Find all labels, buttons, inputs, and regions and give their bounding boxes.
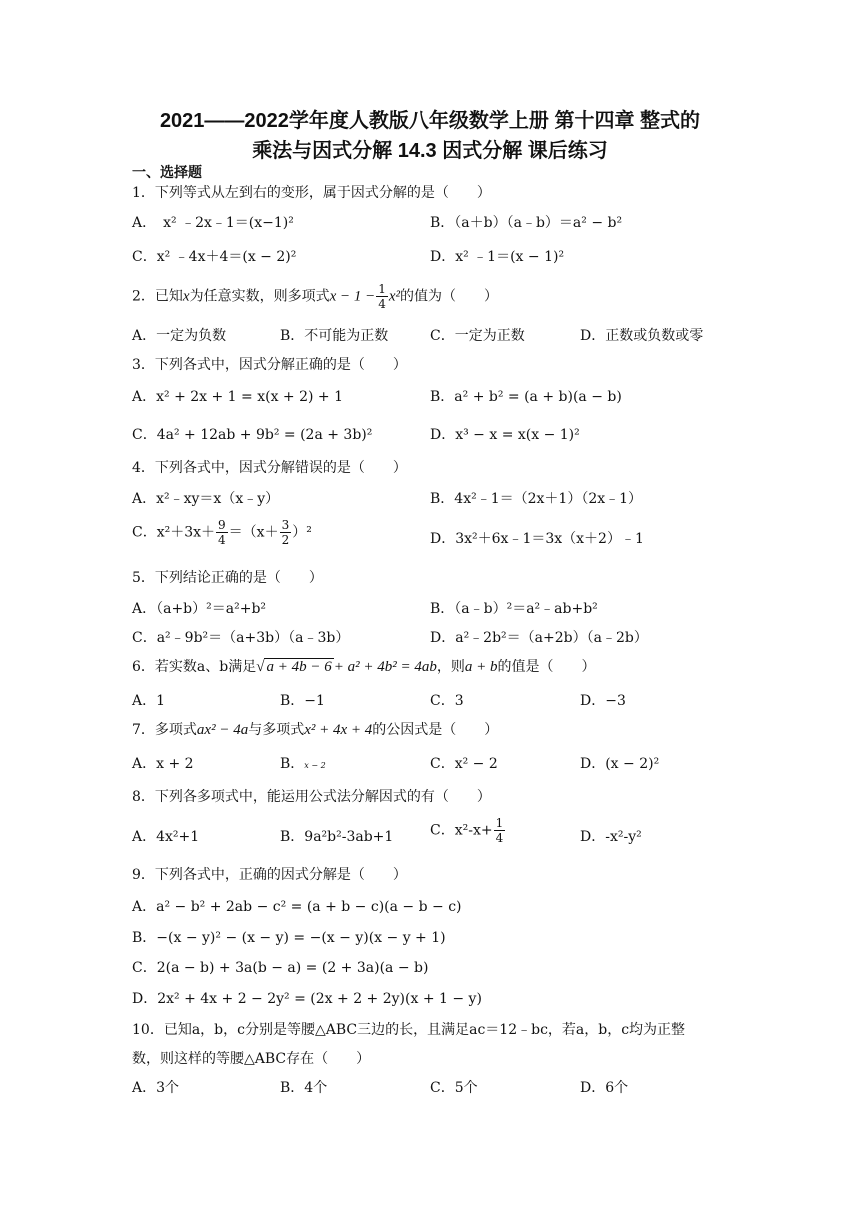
- section-heading: 一、选择题: [132, 164, 202, 180]
- q4-c-frac2-num: 3: [281, 518, 290, 532]
- q5-option-a: A．（a+b）²＝a²+b²: [132, 601, 267, 617]
- q8-c-frac-num: 1: [495, 816, 504, 830]
- q4-option-a: A．x²﹣xy＝x（x﹣y）: [132, 491, 280, 507]
- q5-stem: 5．下列结论正确的是（ ）: [132, 570, 323, 586]
- q5-option-b: B．（a﹣b）²＝a²﹣ab+b²: [430, 601, 598, 617]
- q2-option-a: A．一定为负数: [132, 328, 227, 344]
- q4-c-frac1-den: 4: [218, 533, 226, 547]
- q10-stem-line1: 10．已知a，b，c分别是等腰△ABC三边的长，且满足ac＝12﹣bc，若a，b，c均为正整: [132, 1022, 686, 1038]
- q9-option-b: B．−(x − y)² − (x − y) = −(x − y)(x − y + 1): [132, 930, 446, 946]
- q2-stem-d: 的值为（ ）: [400, 288, 499, 305]
- q7-option-b: [280, 753, 326, 773]
- q1-option-d: D．x² ﹣1＝(x − 1)²: [430, 249, 565, 265]
- q3-option-b: B．a² + b² = (a + b)(a − b): [430, 389, 622, 405]
- q4-option-b: B．4x²﹣1＝（2x＋1）（2x﹣1）: [430, 491, 643, 507]
- q9-option-d: D．2x² + 4x + 2 − 2y² = (2x + 2 + 2y)(x + 1 − y): [132, 991, 482, 1007]
- q8-c-a: C．x²-x+: [430, 822, 493, 839]
- q6-stem-e: 的值是（ ）: [497, 659, 596, 675]
- q8-stem: 8．下列各多项式中，能运用公式法分解因式的有（ ）: [132, 789, 491, 805]
- q3-option-d: D．x³ − x = x(x − 1)²: [430, 427, 580, 443]
- q2-fraction: [376, 282, 388, 311]
- q7-stem: [132, 719, 498, 739]
- q8-option-d: D．-x²-y²: [580, 829, 642, 845]
- q3-option-a: A．x² + 2x + 1 = x(x + 2) + 1: [132, 389, 344, 405]
- q1-option-b: B．（a＋b）（a﹣b）＝a² − b²: [430, 215, 623, 231]
- q7-stem-a: 7．多项式: [132, 722, 197, 738]
- q4-stem: 4．下列各式中，因式分解错误的是（ ）: [132, 460, 407, 476]
- q6-sqrt-sign: √: [256, 659, 265, 675]
- q7-option-b-label: B．: [280, 756, 305, 772]
- q8-c-frac-den: 4: [495, 831, 504, 845]
- q10-stem-line2: 数，则这样的等腰△ABC存在（ ）: [132, 1051, 371, 1067]
- q1-option-a: A． x² ﹣2x﹣1＝(x−1)²: [132, 215, 294, 231]
- q7-stem-e: 的公因式是（ ）: [372, 722, 499, 738]
- q4-c-frac2: [280, 518, 292, 547]
- q4-option-c: [132, 518, 312, 547]
- q2-var: x: [182, 288, 190, 305]
- q1-stem: 1．下列等式从左到右的变形，属于因式分解的是（ ）: [132, 185, 491, 201]
- q8-option-b: B．9a²b²-3ab+1: [280, 829, 394, 845]
- q3-option-c: C．4a² + 12ab + 9b² = (2a + 3b)²: [132, 427, 373, 443]
- q6-stem-a: 6．若实数a、b满足: [132, 659, 257, 675]
- q6-option-c: C．3: [430, 693, 464, 709]
- q2-stem-a: 2．已知: [132, 288, 183, 305]
- q4-c-frac1-num: 9: [218, 518, 226, 532]
- q5-option-c: C．a²﹣9b²＝（a+3b）（a﹣3b）: [132, 630, 350, 646]
- q2-option-b: B．不可能为正数: [280, 328, 389, 344]
- q6-stem: [132, 656, 595, 676]
- q4-c-frac2-den: 2: [281, 533, 290, 547]
- q6-option-a: A．1: [132, 693, 166, 709]
- q4-c-c: ）²: [292, 524, 312, 541]
- q1-option-c: C．x² ﹣4x＋4＝(x − 2)²: [132, 249, 297, 265]
- q6-stem-c: ，则: [436, 659, 465, 675]
- q4-c-b: ＝（x＋: [228, 524, 279, 541]
- q7-stem-b: ax² − 4a: [196, 722, 249, 738]
- q4-c-a: C．x²＋3x＋: [132, 524, 216, 541]
- q6-option-d: D．−3: [580, 693, 626, 709]
- q7-option-b-expr: x − 2: [304, 761, 326, 770]
- q9-stem: 9．下列各式中，正确的因式分解是（ ）: [132, 867, 407, 883]
- q2-frac-den: 4: [378, 297, 386, 311]
- q2-expr-a: x − 1 −: [329, 288, 376, 305]
- q4-option-d: D．3x²＋6x﹣1＝3x（x＋2）﹣1: [430, 531, 644, 547]
- q7-stem-d: x² + 4x + 4: [304, 722, 373, 738]
- q6-option-b: B．−1: [280, 693, 325, 709]
- q6-stem-b: + a² + 4b² = 4ab: [333, 659, 437, 675]
- q8-option-a: A．4x²+1: [132, 829, 200, 845]
- q10-option-c: C．5个: [430, 1080, 478, 1096]
- q2-option-c: C．一定为正数: [430, 328, 525, 344]
- q10-option-b: B．4个: [280, 1080, 328, 1096]
- q2-frac-num: 1: [378, 282, 386, 296]
- page-title-line2: 乘法与因式分解 14.3 因式分解 课后练习: [252, 140, 608, 162]
- q10-option-a: A．3个: [132, 1080, 180, 1096]
- q7-stem-c: 与多项式: [248, 722, 305, 738]
- page-title-line1: 2021——2022学年度人教版八年级数学上册 第十四章 整式的: [159, 110, 701, 132]
- q3-stem: 3．下列各式中，因式分解正确的是（ ）: [132, 357, 407, 373]
- q7-option-a: A．x + 2: [132, 756, 194, 772]
- q7-option-d: D．(x − 2)²: [580, 756, 660, 772]
- q9-option-a: A．a² − b² + 2ab − c² = (a + b − c)(a − b − c): [132, 899, 462, 915]
- q2-stem-c: 为任意实数，则多项式: [189, 288, 330, 305]
- q2-stem: [132, 282, 498, 311]
- q6-sqrt-body: a + 4b − 6: [266, 659, 332, 675]
- q6-stem-d: a + b: [464, 659, 498, 675]
- q5-option-d: D．a²﹣2b²＝（a+2b）（a﹣2b）: [430, 630, 648, 646]
- q7-option-c: C．x² − 2: [430, 756, 498, 772]
- q4-c-frac1: [216, 518, 228, 547]
- q2-option-d: D．正数或负数或零: [580, 328, 704, 344]
- q2-expr-b: x²: [388, 288, 401, 305]
- q8-c-frac: [494, 816, 506, 845]
- q8-option-c: [430, 816, 506, 845]
- q10-option-d: D．6个: [580, 1080, 629, 1096]
- q9-option-c: C．2(a − b) + 3a(b − a) = (2 + 3a)(a − b): [132, 960, 429, 976]
